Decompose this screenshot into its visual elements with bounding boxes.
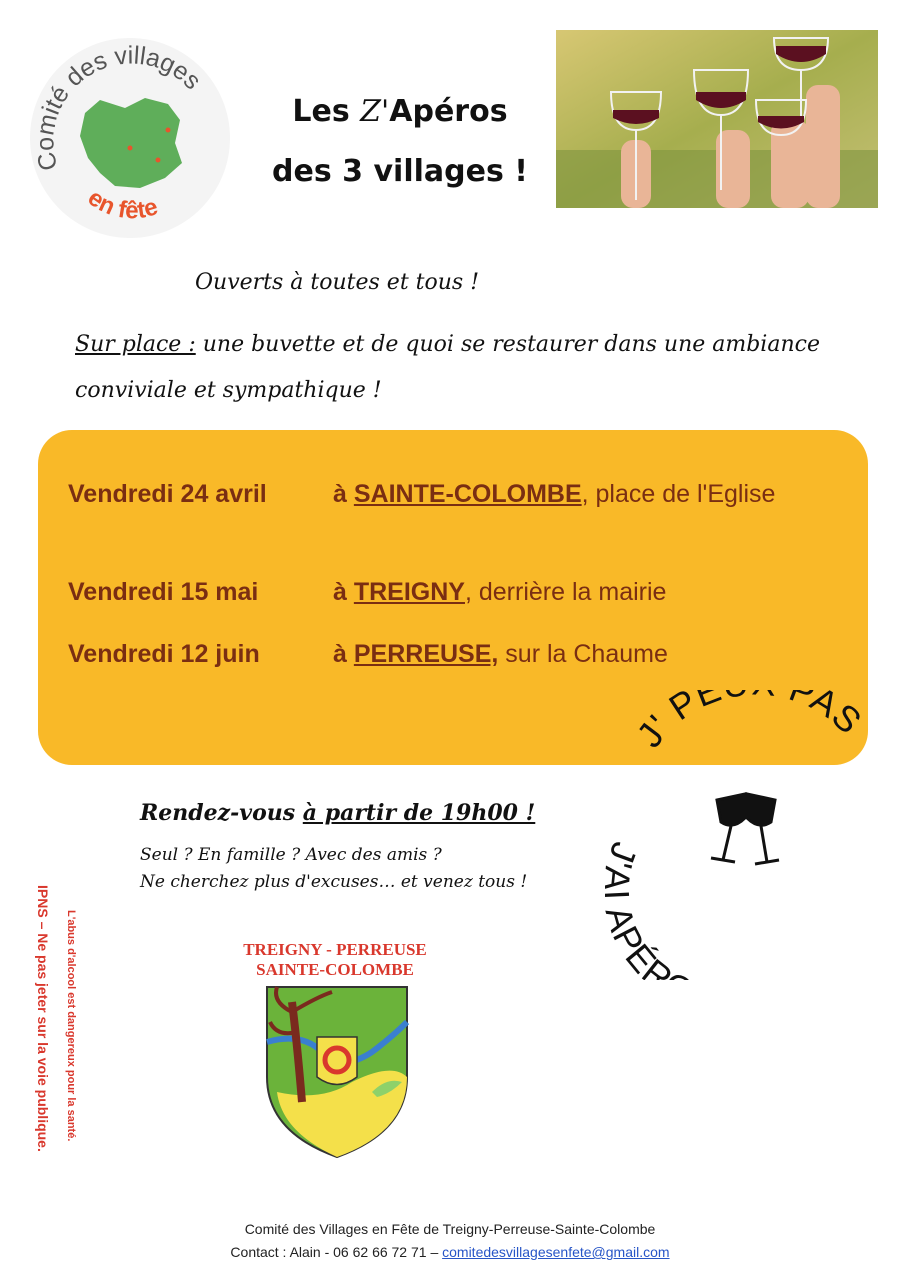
contact-text: Contact : Alain - 06 62 66 72 71 –: [230, 1244, 443, 1260]
event-day: Vendredi 24 avril: [68, 480, 267, 508]
event-prefix: à: [333, 640, 354, 668]
event-row: [68, 480, 775, 509]
event-location: sur la Chaume: [498, 640, 668, 668]
title-z: Z': [360, 94, 390, 129]
rdv-line-2: Seul ? En famille ? Avec des amis ?: [140, 845, 442, 865]
rdv-line: [140, 800, 535, 826]
event-prefix: à: [333, 578, 354, 606]
intro-onsite: [75, 322, 865, 414]
title-les: Les: [292, 94, 361, 129]
event-location: , place de l'Eglise: [581, 480, 776, 508]
svg-text:J'AI APÉRO: [605, 837, 701, 980]
wine-photo-graphic: [556, 30, 878, 208]
intro-open: Ouverts à toutes et tous !: [195, 270, 480, 295]
svg-text:en fête: [83, 184, 161, 224]
crest-title-line-1: TREIGNY - PERREUSE: [243, 940, 427, 959]
rdv-line-3: Ne cherchez plus d'excuses… et venez tous !: [140, 872, 528, 892]
crest-title-line-2: SAINTE-COLOMBE: [256, 960, 414, 979]
side-notices: [18, 880, 98, 1200]
event-place: PERREUSE,: [353, 640, 499, 668]
title-aperos: Apéros: [389, 94, 508, 129]
event-day: Vendredi 15 mai: [68, 578, 259, 606]
event-row: [68, 578, 666, 607]
apero-stamp: [605, 690, 895, 980]
footer: [150, 1218, 750, 1264]
rdv-text: Rendez-vous: [140, 800, 303, 826]
svg-text:J' PEUX PAS: [628, 690, 870, 755]
stamp-top-text: J' PE PAS: [628, 690, 871, 755]
event-place: TREIGNY: [353, 578, 465, 606]
onsite-text: une buvette et de quoi se restaurer dans une ambiance conviviale et sympathique !: [75, 332, 820, 403]
event-prefix: à: [333, 480, 354, 508]
crest-title: [230, 940, 440, 980]
title-line-1: [250, 82, 550, 142]
committee-logo: [30, 38, 230, 238]
logo-arc-top: Comité des villages: [31, 41, 207, 174]
footer-contact: [150, 1241, 750, 1264]
email-link[interactable]: comitedesvillagesenfete@gmail.com: [442, 1244, 670, 1260]
logo-arc-bottom: en fête: [82, 184, 162, 225]
event-place: SAINTE-COLOMBE: [353, 480, 582, 508]
ipns-notice: IPNS – Ne pas jeter sur la voie publique.: [35, 885, 51, 1152]
wine-photo: [556, 30, 878, 208]
onsite-label: Sur place :: [75, 332, 196, 357]
event-location: , derrière la mairie: [464, 578, 667, 606]
event-row: [68, 640, 668, 669]
stamp-graphic: [605, 690, 895, 980]
page-title: [250, 82, 550, 202]
alcohol-notice: L'abus d'alcool est dangereux pour la santé.: [65, 910, 77, 1142]
footer-committee: Comité des Villages en Fête de Treigny-Perreuse-Sainte-Colombe: [244, 1221, 656, 1237]
wine-glasses-icon: [711, 794, 779, 864]
rdv-time: à partir de 19h00 !: [302, 800, 536, 826]
logo-graphic: [30, 38, 230, 238]
title-line-2: des 3 villages !: [272, 154, 528, 189]
event-day: Vendredi 12 juin: [68, 640, 260, 668]
stamp-bottom-text: J PÉR: [605, 836, 682, 980]
coat-of-arms: [262, 982, 412, 1162]
coat-of-arms-graphic: [262, 982, 412, 1162]
side-notices-graphic: [18, 880, 98, 1200]
map-shape: [80, 98, 182, 188]
